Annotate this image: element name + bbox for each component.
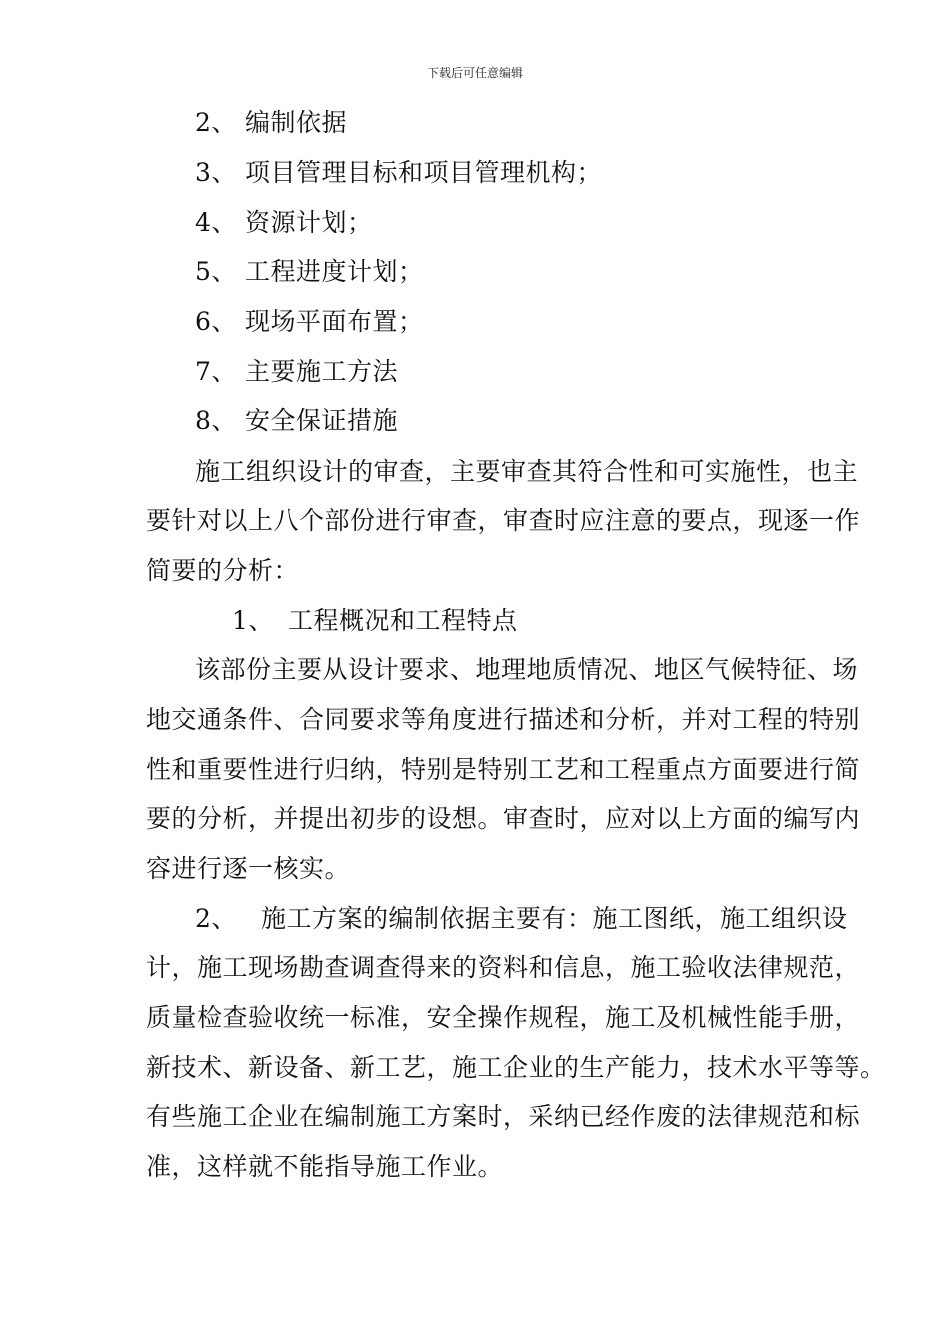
paragraph-line: 简要的分析：	[146, 556, 300, 585]
paragraph-line: 性和重要性进行归纳，特别是特别工艺和工程重点方面要进行简	[146, 755, 861, 784]
list-item: 6、 现场平面布置；	[195, 307, 424, 336]
paragraph-line: 有些施工企业在编制施工方案时，采纳已经作废的法律规范和标	[146, 1102, 861, 1131]
paragraph-line: 新技术、新设备、新工艺，施工企业的生产能力，技术水平等等。	[146, 1053, 886, 1082]
list-item: 8、 安全保证措施	[195, 406, 399, 435]
paragraph-line: 质量检查验收统一标准，安全操作规程，施工及机械性能手册，	[146, 1003, 861, 1032]
list-item: 7、 主要施工方法	[195, 357, 399, 386]
paragraph-line: 计，施工现场勘查调查得来的资料和信息，施工验收法律规范，	[146, 953, 861, 982]
page-header: 下载后可任意编辑	[426, 66, 523, 80]
list-item: 3、 项目管理目标和项目管理机构；	[195, 158, 603, 187]
list-item: 5、 工程进度计划；	[195, 257, 424, 286]
section-heading: 2、 施工方案的编制依据主要有：施工图纸，施工组织设	[195, 904, 848, 933]
list-item: 2、 编制依据	[195, 108, 348, 137]
paragraph-line: 要的分析，并提出初步的设想。审查时，应对以上方面的编写内	[146, 804, 861, 833]
paragraph-line: 容进行逐一核实。	[146, 854, 351, 883]
paragraph-line: 准，这样就不能指导施工作业。	[146, 1152, 504, 1181]
paragraph-line: 施工组织设计的审查，主要审查其符合性和可实施性，也主	[195, 457, 859, 486]
list-item: 4、 资源计划；	[195, 208, 373, 237]
paragraph-line: 要针对以上八个部份进行审查，审查时应注意的要点，现逐一作	[146, 506, 861, 535]
paragraph-line: 地交通条件、合同要求等角度进行描述和分析，并对工程的特别	[146, 705, 861, 734]
paragraph-line: 该部份主要从设计要求、地理地质情况、地区气候特征、场	[195, 655, 859, 684]
section-heading: 1、 工程概况和工程特点	[232, 606, 518, 635]
